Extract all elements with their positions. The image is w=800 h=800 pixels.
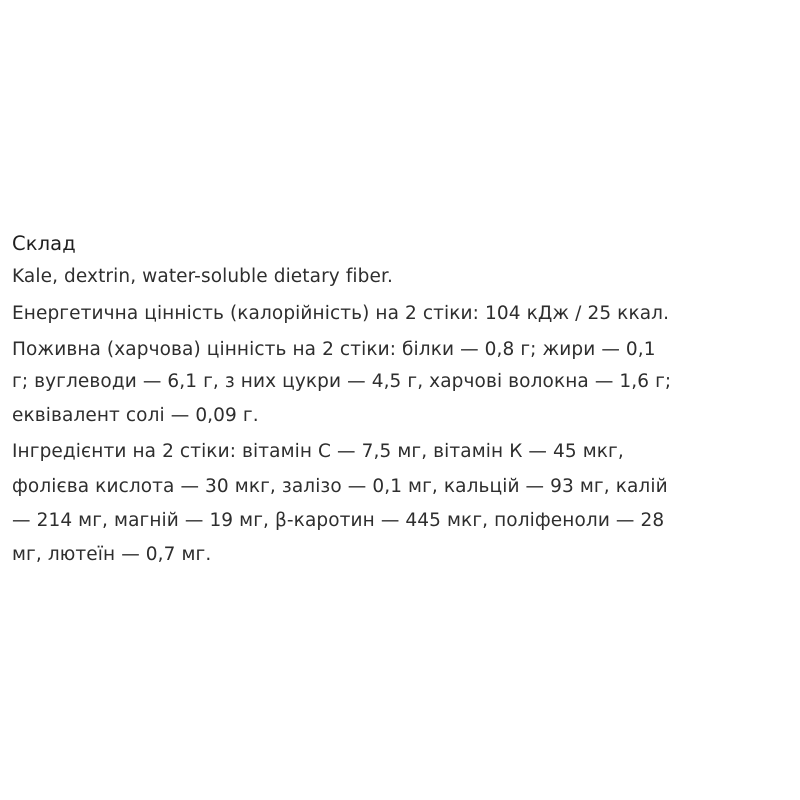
nutrition-line-1: Поживна (харчова) цінність на 2 стіки: білки — 0,8 г; жири — 0,1 [12, 339, 656, 360]
composition-heading: Склад [12, 232, 76, 255]
energy-value-line: Енергетична цінність (калорійність) на 2 стіки: 104 кДж / 25 ккал. [12, 303, 670, 324]
ingredients-line: Kale, dextrin, water-soluble dietary fiber. [12, 266, 393, 287]
nutrition-line-2: г; вуглеводи — 6,1 г, з них цукри — 4,5 г, харчові волокна — 1,6 г; [12, 371, 672, 392]
micronutrients-line-2: фолієва кислота — 30 мкг, залізо — 0,1 мг, кальцій — 93 мг, калій [12, 476, 668, 497]
micronutrients-line-4: мг, лютеїн — 0,7 мг. [12, 544, 212, 565]
nutrition-line-3: еквівалент солі — 0,09 г. [12, 405, 259, 426]
micronutrients-line-1: Інгредієнти на 2 стіки: вітамін С — 7,5 мг, вітамін К — 45 мкг, [12, 441, 624, 462]
micronutrients-line-3: — 214 мг, магній — 19 мг, β-каротин — 445 мкг, поліфеноли — 28 [12, 510, 665, 531]
